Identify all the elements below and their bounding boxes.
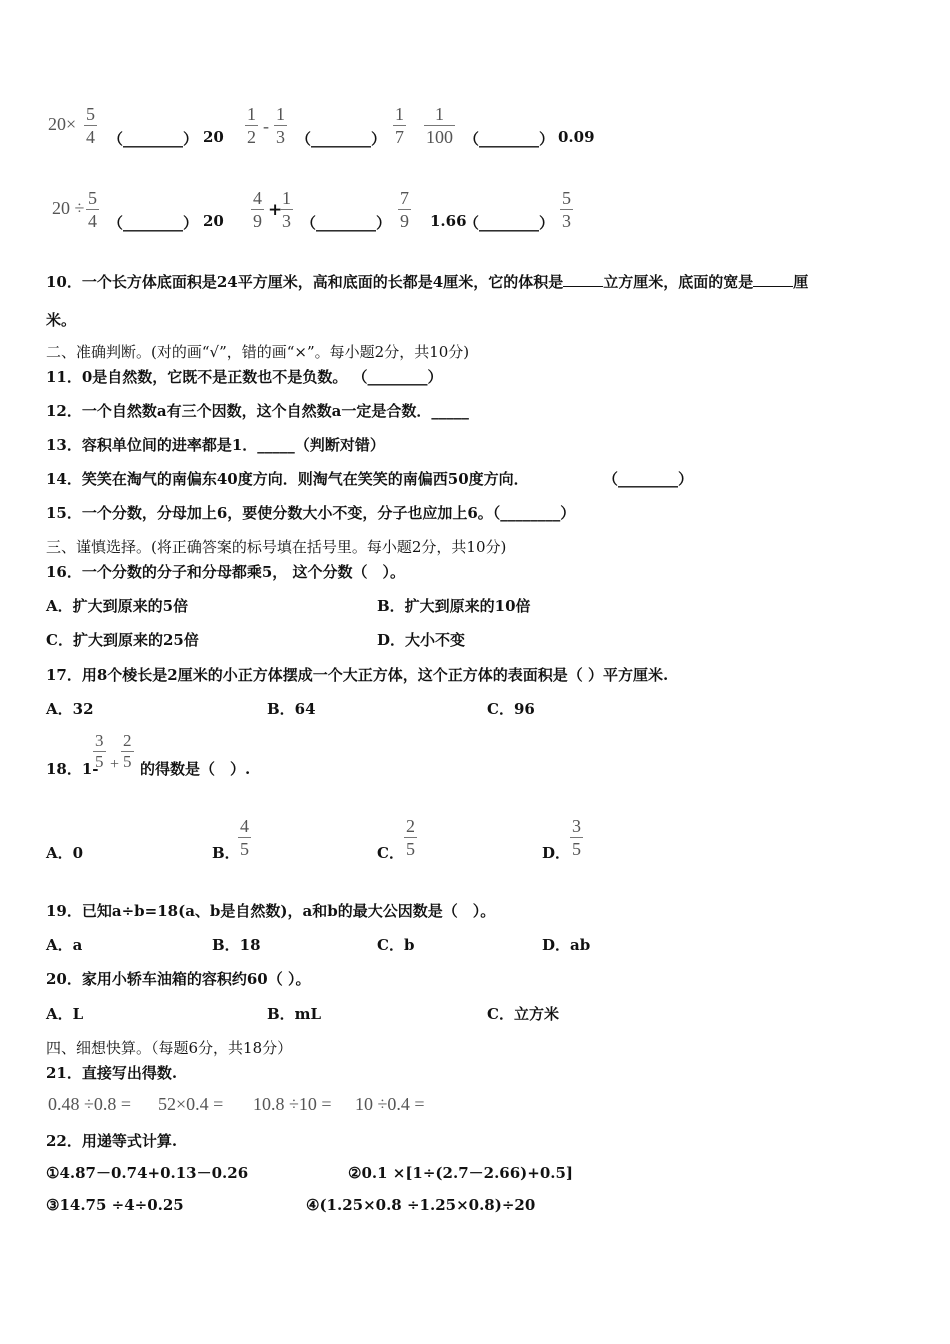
expression: ①4.87－0.74+0.13－0.26: [46, 1164, 249, 1182]
fraction: 1 3: [276, 104, 285, 147]
fraction: 5 4: [86, 104, 95, 147]
question-text-cont: 米。: [46, 311, 77, 329]
fraction: 5 4: [88, 188, 97, 231]
option-b[interactable]: B．mL: [267, 1005, 322, 1023]
question-14: 14．笑笑在淘气的南偏东40度方向．则淘气在笑笑的南偏西50度方向．: [46, 470, 529, 488]
compare-value: 20: [203, 212, 224, 230]
option-a[interactable]: A．a: [46, 936, 83, 954]
option-c[interactable]: C．扩大到原来的25倍: [46, 631, 199, 649]
option-b[interactable]: B．扩大到原来的10倍: [377, 597, 531, 615]
option-c[interactable]: C．b: [377, 936, 415, 954]
fraction: 2 5: [123, 731, 132, 771]
option-a[interactable]: A．L: [46, 1005, 84, 1023]
answer-blank[interactable]: （________）: [108, 130, 199, 148]
fraction: 3 5: [572, 816, 581, 859]
question-21: 21．直接写出得数.: [46, 1064, 178, 1082]
compare-value: 0.09: [558, 128, 595, 146]
whole-number: 20×: [48, 114, 77, 134]
option-d[interactable]: D．: [542, 844, 571, 862]
answer-blank[interactable]: （________）: [301, 214, 392, 232]
expression: 52×0.4 =: [158, 1094, 224, 1114]
option-c[interactable]: C．立方米: [487, 1005, 559, 1023]
fraction: 2 5: [406, 816, 415, 859]
fraction: 1 3: [282, 188, 291, 231]
expression: ③14.75 ÷4÷0.25: [46, 1196, 184, 1214]
expression: 10 ÷0.4 =: [355, 1094, 425, 1114]
question-12: 12．一个自然数a有三个因数，这个自然数a一定是合数．_____: [46, 402, 469, 420]
fraction: 5 3: [562, 188, 571, 231]
compare-value: 20: [203, 128, 224, 146]
question-20: 20．家用小轿车油箱的容积约60（ ）。: [46, 970, 311, 988]
question-13: 13．容积单位间的进率都是1．_____（判断对错）: [46, 436, 385, 454]
answer-blank[interactable]: （________）: [464, 214, 555, 232]
answer-blank[interactable]: （________）: [603, 470, 694, 488]
question-prefix: 18．1-: [46, 760, 99, 778]
question-15: 15．一个分数，分母加上6，要使分数大小不变，分子也应加上6。（________）: [46, 504, 576, 522]
fraction: 4 5: [240, 816, 249, 859]
compare-value: 1.66: [430, 212, 467, 230]
section-heading-4: 四、细想快算。（每题6分，共18分）: [46, 1039, 293, 1057]
answer-blank[interactable]: （________）: [296, 130, 387, 148]
option-a[interactable]: A．0: [46, 844, 84, 862]
whole-number: 20 ÷: [52, 198, 85, 218]
section-heading-3: 三、谨慎选择。(将正确答案的标号填在括号里。每小题2分，共10分): [46, 538, 507, 556]
operator: -: [263, 116, 269, 136]
expression: ④(1.25×0.8 ÷1.25×0.8)÷20: [306, 1196, 536, 1214]
option-d[interactable]: D．ab: [542, 936, 591, 954]
answer-blank[interactable]: （________）: [464, 130, 555, 148]
answer-blank[interactable]: （________）: [108, 214, 199, 232]
question-17: 17．用8个棱长是2厘米的小正方体摆成一个大正方体，这个正方体的表面积是（ ）平方厘米.: [46, 666, 669, 684]
operator: +: [110, 756, 120, 773]
question-text: 10．一个长方体底面积是24平方厘米，高和底面的长都是4厘米，它的体积是 立方厘米，底面的宽是 厘: [46, 273, 809, 291]
question-22: 22．用递等式计算.: [46, 1132, 178, 1150]
option-c[interactable]: C．: [377, 844, 404, 862]
option-c[interactable]: C．96: [487, 700, 535, 718]
fraction: 3 5: [95, 731, 104, 771]
option-a[interactable]: A．32: [46, 700, 94, 718]
fraction: 7 9: [400, 188, 409, 231]
expression: ②0.1 ×[1÷(2.7－2.66)+0.5]: [348, 1164, 574, 1182]
option-b[interactable]: B．: [212, 844, 240, 862]
expression: 0.48 ÷0.8 =: [48, 1094, 132, 1114]
expression: 10.8 ÷10 =: [253, 1094, 332, 1114]
fraction: 1 7: [395, 104, 404, 147]
question-11: 11．0是自然数，它既不是正数也不是负数。 （________）: [46, 368, 443, 386]
fraction: 1 100: [426, 104, 453, 147]
question-19: 19．已知a÷b=18(a、b是自然数)，a和b的最大公因数是（ ）。: [46, 902, 496, 920]
operator: +: [268, 200, 283, 220]
option-b[interactable]: B．18: [212, 936, 261, 954]
option-d[interactable]: D．大小不变: [377, 631, 466, 649]
fraction: 1 2: [247, 104, 256, 147]
section-heading-2: 二、准确判断。(对的画“√”，错的画“×”。每小题2分，共10分): [46, 343, 470, 361]
question-suffix: 的得数是（ ）.: [140, 760, 251, 778]
fraction: 4 9: [253, 188, 262, 231]
option-a[interactable]: A．扩大到原来的5倍: [46, 597, 189, 615]
question-16: 16．一个分数的分子和分母都乘5， 这个分数（ ）。: [46, 563, 406, 581]
option-b[interactable]: B．64: [267, 700, 316, 718]
